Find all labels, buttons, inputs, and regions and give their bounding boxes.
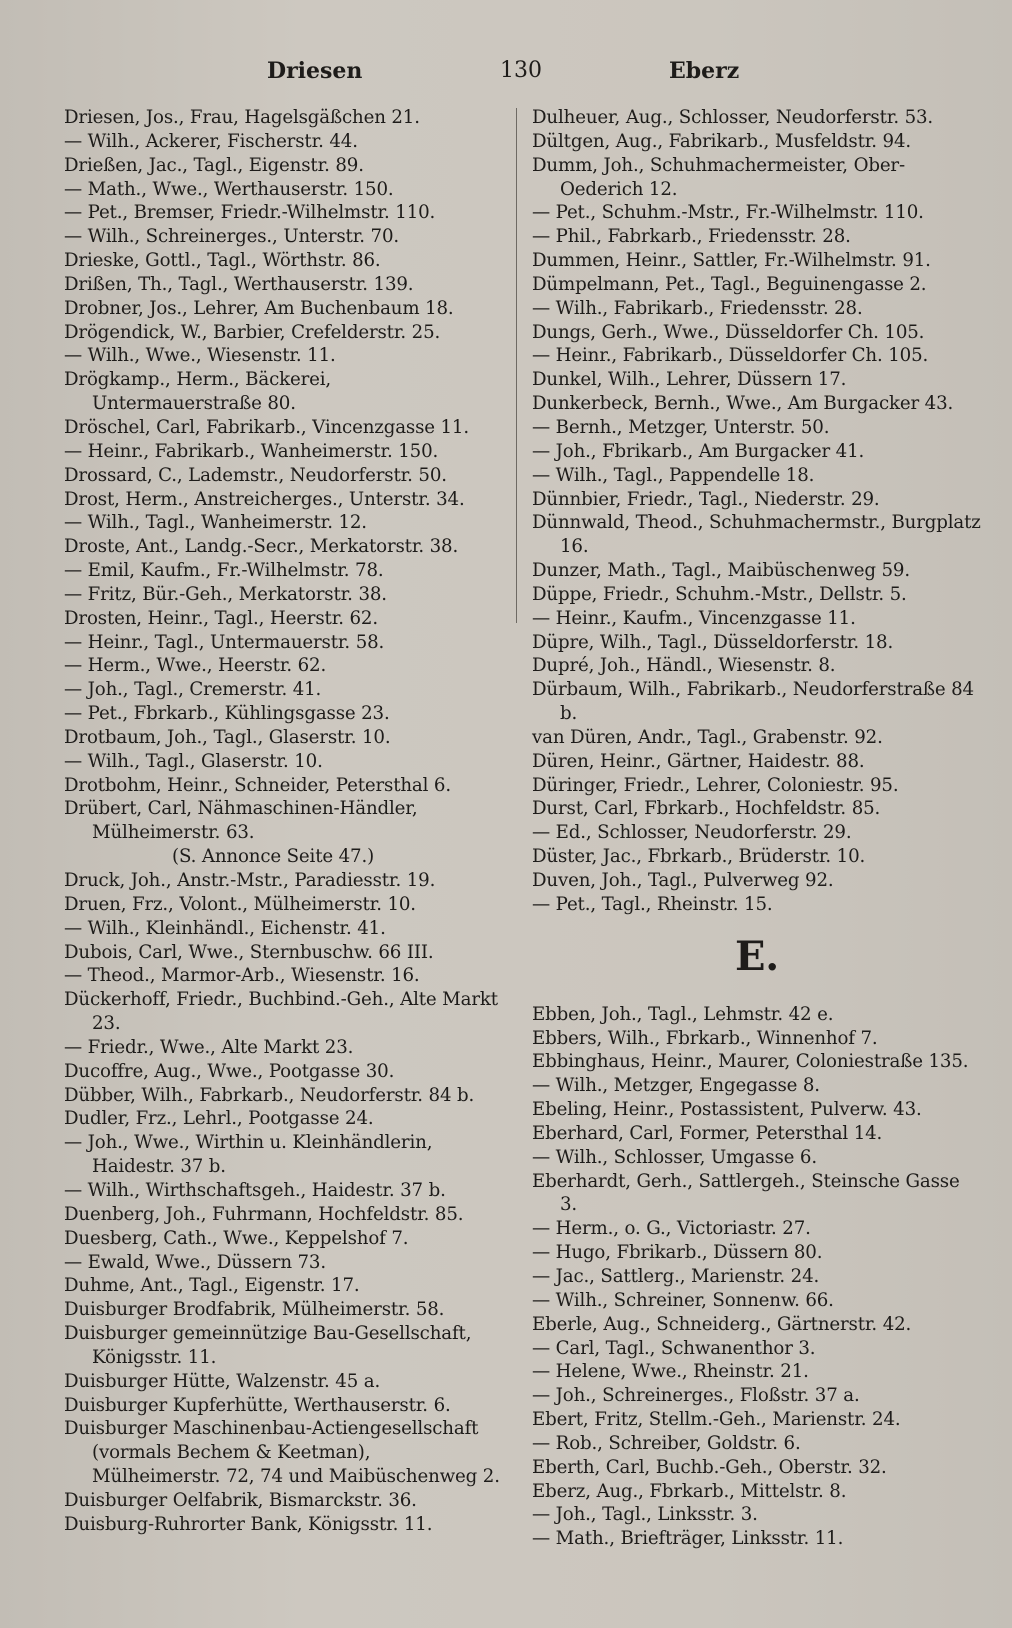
directory-entry: Dungs, Gerh., Wwe., Düsseldorfer Ch. 105. bbox=[532, 321, 925, 343]
directory-entry: Düpre, Wilh., Tagl., Düsseldorferstr. 18. bbox=[532, 631, 894, 653]
directory-entry: Dunkerbeck, Bernh., Wwe., Am Burgacker 43. bbox=[532, 393, 954, 415]
directory-entry: Drotbohm, Heinr., Schneider, Petersthal 6. bbox=[64, 774, 451, 796]
directory-entry: — Math., Briefträger, Linksstr. 11. bbox=[532, 1528, 844, 1550]
directory-entry: — Wilh., Fabrikarb., Friedensstr. 28. bbox=[532, 297, 863, 319]
directory-entry: Drosten, Heinr., Tagl., Heerstr. 62. bbox=[64, 607, 378, 629]
directory-entry: — Wilh., Schlosser, Umgasse 6. bbox=[532, 1146, 817, 1168]
directory-entry: Dückerhoff, Friedr., Buchbind.-Geh., Alte Markt 23. bbox=[64, 989, 498, 1035]
directory-entry: Duisburger Kupferhütte, Werthauserstr. 6. bbox=[64, 1394, 451, 1416]
directory-entry: Dürbaum, Wilh., Fabrikarb., Neudorferstraße 84 b. bbox=[532, 679, 974, 725]
directory-entry: Dummen, Heinr., Sattler, Fr.-Wilhelmstr. 91. bbox=[532, 250, 931, 272]
directory-entry: Drübert, Carl, Nähmaschinen-Händler, Mülheimerstr. 63. bbox=[64, 798, 418, 844]
directory-entry: — Pet., Bremser, Friedr.-Wilhelmstr. 110. bbox=[64, 202, 436, 224]
directory-entry: Dunkel, Wilh., Lehrer, Düssern 17. bbox=[532, 369, 847, 391]
right-column-d-entries bbox=[532, 106, 982, 917]
directory-entry: Duisburger Hütte, Walzenstr. 45 a. bbox=[64, 1370, 381, 1392]
directory-entry: Dudler, Frz., Lehrl., Pootgasse 24. bbox=[64, 1108, 374, 1130]
right-column bbox=[532, 106, 982, 1551]
directory-entry: Dültgen, Aug., Fabrikarb., Musfeldstr. 94. bbox=[532, 130, 912, 152]
directory-entry: Düppe, Friedr., Schuhm.-Mstr., Dellstr. 5. bbox=[532, 583, 907, 605]
directory-entry: — Friedr., Wwe., Alte Markt 23. bbox=[64, 1036, 354, 1058]
directory-entry: Duisburger Brodfabrik, Mülheimerstr. 58. bbox=[64, 1299, 445, 1321]
directory-entry: Ebeling, Heinr., Postassistent, Pulverw. 43. bbox=[532, 1099, 922, 1121]
directory-entry: Dübber, Wilh., Fabrkarb., Neudorferstr. 84 b. bbox=[64, 1084, 475, 1106]
directory-entry: Eberz, Aug., Fbrkarb., Mittelstr. 8. bbox=[532, 1480, 847, 1502]
directory-entry: Droste, Ant., Landg.-Secr., Merkatorstr. 38. bbox=[64, 536, 459, 558]
directory-entry: — Heinr., Tagl., Untermauerstr. 58. bbox=[64, 631, 385, 653]
directory-entry: Dubois, Carl, Wwe., Sternbuschw. 66 III. bbox=[64, 941, 434, 963]
directory-entry: — Wilh., Ackerer, Fischerstr. 44. bbox=[64, 130, 358, 152]
directory-entry: Duisburger gemeinnützige Bau-Gesellschaft, Königsstr. 11. bbox=[64, 1323, 472, 1368]
directory-entry: — Math., Wwe., Werthauserstr. 150. bbox=[64, 178, 394, 200]
directory-entry: Dupré, Joh., Händl., Wiesenstr. 8. bbox=[532, 655, 836, 677]
directory-entry: Duisburger Maschinenbau-Actiengesellschaft (vormals Bechem & Keetman), Mülheimerstr. 72, 74 und Maibüschenweg 2. bbox=[64, 1418, 500, 1488]
directory-entry: — Phil., Fabrkarb., Friedensstr. 28. bbox=[532, 226, 851, 248]
directory-entry: — Heinr., Fabrikarb., Düsseldorfer Ch. 105. bbox=[532, 345, 929, 367]
directory-entry: — Bernh., Metzger, Unterstr. 50. bbox=[532, 416, 830, 438]
directory-entry: Drieske, Gottl., Tagl., Wörthstr. 86. bbox=[64, 250, 381, 272]
directory-entry: Ebbers, Wilh., Fbrkarb., Winnenhof 7. bbox=[532, 1027, 878, 1049]
directory-entry: Ebben, Joh., Tagl., Lehmstr. 42 e. bbox=[532, 1003, 834, 1025]
directory-entry: Drögkamp., Herm., Bäckerei, Untermauerstraße 80. bbox=[64, 369, 332, 415]
directory-entry: Eberth, Carl, Buchb.-Geh., Oberstr. 32. bbox=[532, 1456, 887, 1478]
directory-entry: Druen, Frz., Volont., Mülheimerstr. 10. bbox=[64, 893, 416, 915]
directory-entry: — Ed., Schlosser, Neudorferstr. 29. bbox=[532, 822, 852, 844]
directory-entry: Düster, Jac., Fbrkarb., Brüderstr. 10. bbox=[532, 846, 866, 868]
directory-entry: Drobner, Jos., Lehrer, Am Buchenbaum 18. bbox=[64, 297, 454, 319]
directory-entry: Durst, Carl, Fbrkarb., Hochfeldstr. 85. bbox=[532, 798, 881, 820]
directory-entry: — Wilh., Wirthschaftsgeh., Haidestr. 37 b. bbox=[64, 1179, 446, 1201]
column-divider bbox=[516, 108, 517, 623]
directory-entry: — Joh., Tagl., Linksstr. 3. bbox=[532, 1504, 758, 1526]
directory-entry: Driesen, Jos., Frau, Hagelsgäßchen 21. bbox=[64, 107, 420, 128]
page-number: 130 bbox=[500, 58, 542, 83]
directory-entry: Drißen, Th., Tagl., Werthauserstr. 139. bbox=[64, 273, 414, 295]
directory-entry: — Hugo, Fbrikarb., Düssern 80. bbox=[532, 1242, 823, 1264]
directory-entry: — Carl, Tagl., Schwanenthor 3. bbox=[532, 1337, 816, 1359]
directory-entry: — Joh., Schreinerges., Floßstr. 37 a. bbox=[532, 1385, 860, 1407]
directory-entry: — Joh., Tagl., Cremerstr. 41. bbox=[64, 679, 322, 701]
directory-entry: — Wilh., Tagl., Wanheimerstr. 12. bbox=[64, 512, 367, 534]
directory-entry: Duhme, Ant., Tagl., Eigenstr. 17. bbox=[64, 1275, 360, 1297]
directory-entry: — Pet., Schuhm.-Mstr., Fr.-Wilhelmstr. 110. bbox=[532, 202, 924, 224]
directory-entry: — Rob., Schreiber, Goldstr. 6. bbox=[532, 1432, 801, 1454]
directory-entry: — Heinr., Kaufm., Vincenzgasse 11. bbox=[532, 607, 856, 629]
directory-entry: — Wilh., Tagl., Glaserstr. 10. bbox=[64, 750, 323, 772]
directory-entry: Düren, Heinr., Gärtner, Haidestr. 88. bbox=[532, 750, 865, 772]
right-column-e-entries bbox=[532, 1003, 982, 1551]
directory-entry: Eberhard, Carl, Former, Petersthal 14. bbox=[532, 1122, 883, 1144]
directory-entry: Ebert, Fritz, Stellm.-Geh., Marienstr. 24. bbox=[532, 1409, 901, 1431]
directory-entry: — Theod., Marmor-Arb., Wiesenstr. 16. bbox=[64, 965, 420, 987]
directory-entry: Duisburg-Ruhrorter Bank, Königsstr. 11. bbox=[64, 1513, 433, 1535]
directory-entry: Duesberg, Cath., Wwe., Keppelshof 7. bbox=[64, 1227, 409, 1249]
page-header bbox=[64, 58, 982, 98]
directory-entry: — Joh., Wwe., Wirthin u. Kleinhändlerin, Haidestr. 37 b. bbox=[64, 1132, 433, 1178]
directory-entry: Dröschel, Carl, Fabrikarb., Vincenzgasse 11. bbox=[64, 416, 469, 438]
directory-entry: Duenberg, Joh., Fuhrmann, Hochfeldstr. 85. bbox=[64, 1203, 464, 1225]
directory-entry: Dünnwald, Theod., Schuhmachermstr., Burgplatz 16. bbox=[532, 512, 981, 558]
directory-entry: Drossard, C., Lademstr., Neudorferstr. 50. bbox=[64, 464, 447, 486]
directory-entry: Duven, Joh., Tagl., Pulverweg 92. bbox=[532, 870, 834, 891]
directory-entry: Duisburger Oelfabrik, Bismarckstr. 36. bbox=[64, 1489, 417, 1511]
directory-entry: Drost, Herm., Anstreicherges., Unterstr. 34. bbox=[64, 488, 465, 510]
directory-entry: — Wilh., Schreinerges., Unterstr. 70. bbox=[64, 226, 400, 248]
directory-entry: — Wilh., Metzger, Engegasse 8. bbox=[532, 1075, 820, 1097]
directory-entry: — Wilh., Tagl., Pappendelle 18. bbox=[532, 464, 815, 486]
directory-entry: Drögendick, W., Barbier, Crefelderstr. 25. bbox=[64, 321, 441, 343]
directory-entry: — Joh., Fbrikarb., Am Burgacker 41. bbox=[532, 440, 865, 462]
directory-entry: Dünnbier, Friedr., Tagl., Niederstr. 29. bbox=[532, 488, 880, 510]
directory-entry: Dulheuer, Aug., Schlosser, Neudorferstr. 53. bbox=[532, 107, 934, 128]
directory-entry: Eberle, Aug., Schneiderg., Gärtnerstr. 42. bbox=[532, 1313, 912, 1335]
directory-entry: — Wilh., Wwe., Wiesenstr. 11. bbox=[64, 345, 336, 367]
directory-entry: — Ewald, Wwe., Düssern 73. bbox=[64, 1251, 326, 1273]
directory-entry: — Fritz, Bür.-Geh., Merkatorstr. 38. bbox=[64, 583, 387, 605]
directory-entry: — Pet., Tagl., Rheinstr. 15. bbox=[532, 893, 773, 915]
directory-entry: Ducoffre, Aug., Wwe., Pootgasse 30. bbox=[64, 1060, 395, 1082]
directory-entry: Drießen, Jac., Tagl., Eigenstr. 89. bbox=[64, 154, 364, 176]
directory-entry: Dunzer, Math., Tagl., Maibüschenweg 59. bbox=[532, 560, 910, 582]
directory-entry: Drotbaum, Joh., Tagl., Glaserstr. 10. bbox=[64, 726, 391, 748]
directory-entry: van Düren, Andr., Tagl., Grabenstr. 92. bbox=[532, 726, 883, 748]
directory-entry: — Herm., Wwe., Heerstr. 62. bbox=[64, 655, 327, 677]
header-left-keyword: Driesen bbox=[267, 58, 363, 84]
directory-entry: — Wilh., Kleinhändl., Eichenstr. 41. bbox=[64, 917, 386, 939]
directory-entry: Druck, Joh., Anstr.-Mstr., Paradiesstr. 19. bbox=[64, 870, 436, 891]
directory-entry: — Wilh., Schreiner, Sonnenw. 66. bbox=[532, 1289, 834, 1311]
directory-entry: — Jac., Sattlerg., Marienstr. 24. bbox=[532, 1265, 820, 1287]
directory-entry: — Heinr., Fabrikarb., Wanheimerstr. 150. bbox=[64, 440, 439, 462]
directory-entry: — Emil, Kaufm., Fr.-Wilhelmstr. 78. bbox=[64, 560, 384, 582]
section-letter-e: E. bbox=[734, 932, 780, 980]
directory-entry: Düringer, Friedr., Lehrer, Coloniestr. 95. bbox=[532, 774, 899, 796]
directory-entry: — Helene, Wwe., Rheinstr. 21. bbox=[532, 1361, 809, 1383]
left-column bbox=[64, 106, 504, 1537]
directory-entry: Dümpelmann, Pet., Tagl., Beguinengasse 2. bbox=[532, 273, 927, 295]
directory-entry: — Pet., Fbrkarb., Kühlingsgasse 23. bbox=[64, 703, 390, 725]
directory-entry: Eberhardt, Gerh., Sattlergeh., Steinsche Gasse 3. bbox=[532, 1170, 960, 1216]
header-right-keyword: Eberz bbox=[669, 58, 740, 84]
directory-entry: Ebbinghaus, Heinr., Maurer, Coloniestraße 135. bbox=[532, 1051, 969, 1073]
annonce-note: (S. Annonce Seite 47.) bbox=[172, 846, 375, 868]
directory-entry: — Herm., o. G., Victoriastr. 27. bbox=[532, 1218, 811, 1240]
directory-entry: Dumm, Joh., Schuhmachermeister, Ober-Oederich 12. bbox=[532, 154, 905, 200]
